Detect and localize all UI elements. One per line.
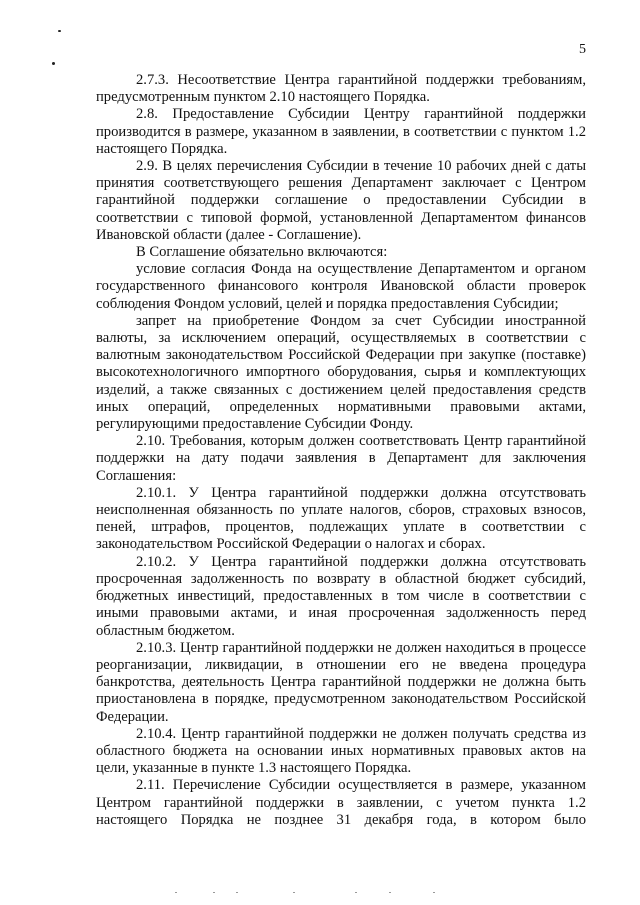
paragraph-2-10-3: 2.10.3. Центр гарантийной поддержки не должен находиться в процессе реорганизации, ликвидации, в отношении его не введена процедура банкротства, деятельность Центра гарантийной поддержки не должна быть приостановлена в порядке, предусмотренном законодательством Российской Федерации. <box>96 639 586 725</box>
scan-speck <box>52 62 55 65</box>
paragraph-2-10: 2.10. Требования, которым должен соответствовать Центр гарантийной поддержки на дату подачи заявления в Департамент для заключения Соглашения: <box>96 433 586 484</box>
paragraph-consent-condition: условие согласия Фонда на осуществление Департаментом и органом государственного финансового контроля Ивановской области проверок соблюдения Фондом условий, целей и порядка предоставления Субсидии; <box>96 261 586 312</box>
paragraph-2-7-3: 2.7.3. Несоответствие Центра гарантийной поддержки требованиям, предусмотренным пунктом 2.10 настоящего Порядка. <box>96 72 586 106</box>
paragraph-2-8: 2.8. Предоставление Субсидии Центру гарантийной поддержки производится в размере, указанном в заявлении, в соответствии с пунктом 1.2 настоящего Порядка. <box>96 106 586 157</box>
document-body <box>96 72 586 829</box>
scan-speck <box>58 30 61 32</box>
paragraph-2-11: 2.11. Перечисление Субсидии осуществляется в размере, указанном Центром гарантийной поддержки в заявлении, с учетом пункта 1.2 настоящего Порядка не позднее 31 декабря года, в котором было <box>96 777 586 828</box>
paragraph-2-10-1: 2.10.1. У Центра гарантийной поддержки должна отсутствовать неисполненная обязанность по уплате налогов, сборов, страховых взносов, пеней, штрафов, процентов, подлежащих уплате в соответствии с законодательством Российской Федерации о налогах и сборах. <box>96 484 586 553</box>
paragraph-2-10-2: 2.10.2. У Центра гарантийной поддержки должна отсутствовать просроченная задолженность по возврату в областной бюджет субсидий, бюджетных инвестиций, предоставленных в том числе в соответствии с иными правовыми актами, и иная просроченная задолженность перед областным бюджетом. <box>96 553 586 639</box>
paragraph-currency-ban: запрет на приобретение Фондом за счет Субсидии иностранной валюты, за исключением операций, осуществляемых в соответствии с валютным законодательством Российской Федерации при закупке (поставке) высокотехнологичного импортного оборудования, сырья и комплектующих изделий, а также связанных с достижением целей предоставления средств иных операций, определенных нормативными правовыми актами, регулирующими предоставление Субсидии Фонду. <box>96 312 586 433</box>
page-number: 5 <box>579 42 586 57</box>
paragraph-2-9: 2.9. В целях перечисления Субсидии в течение 10 рабочих дней с даты принятия соответствующего решения Департамент заключает с Центром гарантийной поддержки соглашение о предоставлении Субсидии в соответствии с типовой формой, установленной Департаментом финансов Ивановской области (далее - Соглашение). <box>96 158 586 243</box>
scan-dots <box>175 892 435 894</box>
paragraph-2-10-4: 2.10.4. Центр гарантийной поддержки не должен получать средства из областного бюджета на основании иных нормативных правовых актов на цели, указанные в пункте 1.3 настоящего Порядка. <box>96 725 586 777</box>
paragraph-agreement-includes: В Соглашение обязательно включаются: <box>136 244 388 261</box>
